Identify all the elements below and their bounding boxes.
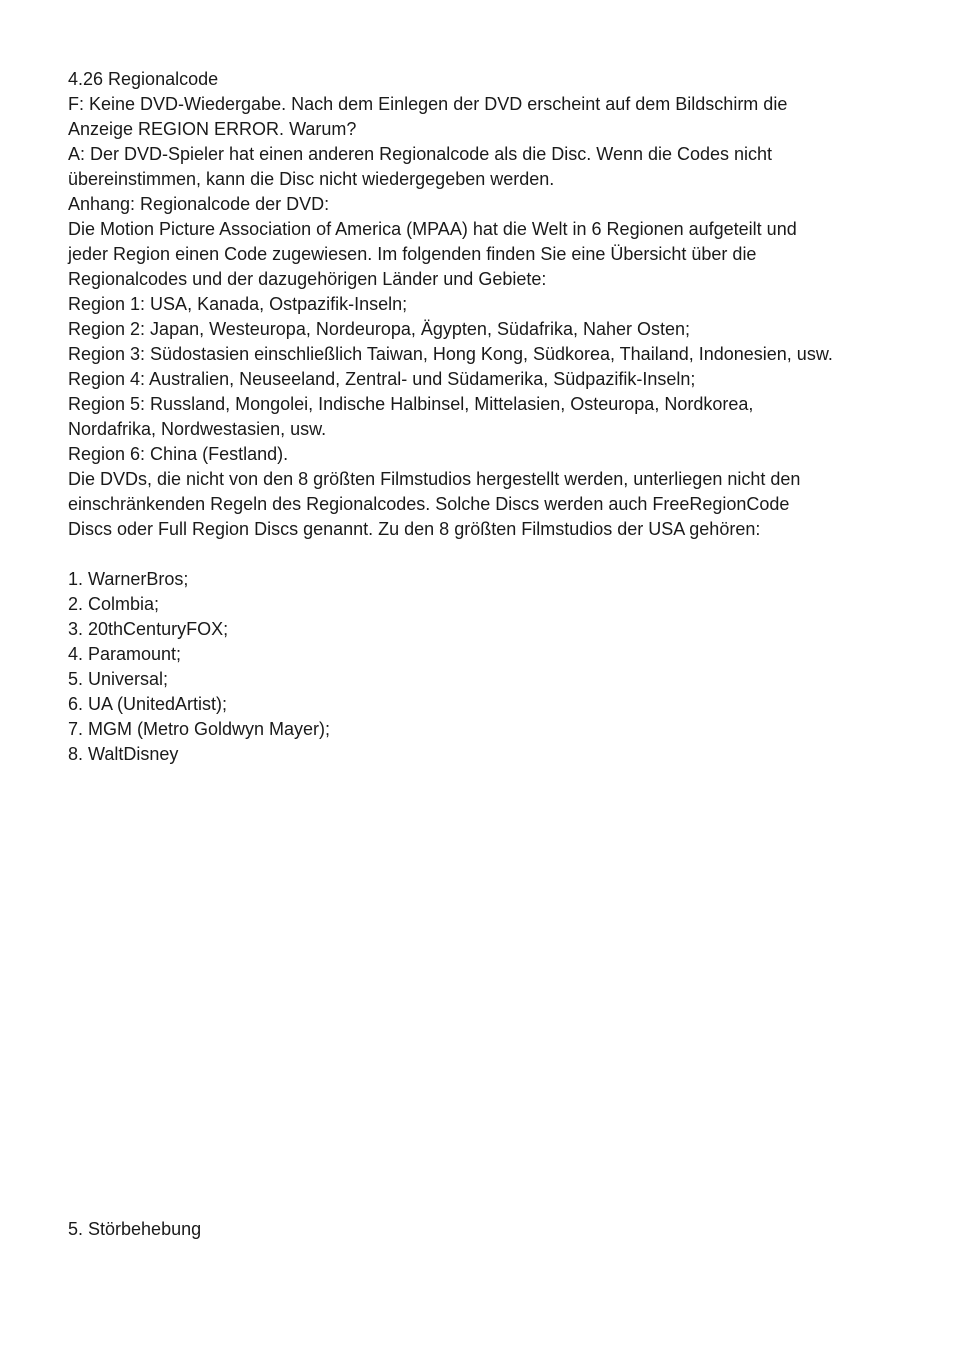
paragraph-line: Die DVDs, die nicht von den 8 größten Filmstudios hergestellt werden, unterliegen nicht den: [68, 469, 801, 489]
region-line: Region 1: USA, Kanada, Ostpazifik-Inseln;: [68, 294, 408, 314]
paragraph-line: Discs oder Full Region Discs genannt. Zu den 8 größten Filmstudios der USA gehören:: [68, 519, 761, 539]
answer-line: A: Der DVD-Spieler hat einen anderen Regionalcode als die Disc. Wenn die Codes nicht: [68, 144, 773, 164]
list-item: 3. 20thCenturyFOX;: [68, 619, 229, 639]
list-item: 8. WaltDisney: [68, 744, 179, 764]
paragraph-line: einschränkenden Regeln des Regionalcodes. Solche Discs werden auch FreeRegionCode: [68, 494, 790, 514]
next-section-heading: 5. Störbehebung: [68, 1219, 202, 1239]
blank-line: [68, 542, 928, 567]
answer-line: übereinstimmen, kann die Disc nicht wiedergegeben werden.: [68, 169, 555, 189]
region-line: Region 4: Australien, Neuseeland, Zentral- und Südamerika, Südpazifik-Inseln;: [68, 369, 696, 389]
list-item: 6. UA (UnitedArtist);: [68, 694, 228, 714]
region-line: Region 2: Japan, Westeuropa, Nordeuropa, Ägypten, Südafrika, Naher Osten;: [68, 319, 691, 339]
paragraph-line: jeder Region einen Code zugewiesen. Im folgenden finden Sie eine Übersicht über die: [68, 244, 757, 264]
document-body: [68, 67, 928, 767]
region-line: Region 6: China (Festland).: [68, 444, 289, 464]
list-item: 1. WarnerBros;: [68, 569, 189, 589]
region-line: Region 3: Südostasien einschließlich Taiwan, Hong Kong, Südkorea, Thailand, Indonesien, usw.: [68, 344, 833, 364]
question-line: F: Keine DVD-Wiedergabe. Nach dem Einlegen der DVD erscheint auf dem Bildschirm die: [68, 94, 788, 114]
region-line: Region 5: Russland, Mongolei, Indische Halbinsel, Mittelasien, Osteuropa, Nordkorea,: [68, 394, 754, 414]
list-item: 5. Universal;: [68, 669, 169, 689]
list-item: 7. MGM (Metro Goldwyn Mayer);: [68, 719, 331, 739]
region-line: Nordafrika, Nordwestasien, usw.: [68, 419, 327, 439]
studio-list: [68, 567, 928, 767]
appendix-heading: Anhang: Regionalcode der DVD:: [68, 194, 330, 214]
section-heading: 4.26 Regionalcode: [68, 69, 219, 89]
question-line: Anzeige REGION ERROR. Warum?: [68, 119, 357, 139]
paragraph-line: Die Motion Picture Association of America (MPAA) hat die Welt in 6 Regionen aufgeteilt und: [68, 219, 797, 239]
list-item: 2. Colmbia;: [68, 594, 160, 614]
list-item: 4. Paramount;: [68, 644, 182, 664]
paragraph-line: Regionalcodes und der dazugehörigen Länder und Gebiete:: [68, 269, 547, 289]
